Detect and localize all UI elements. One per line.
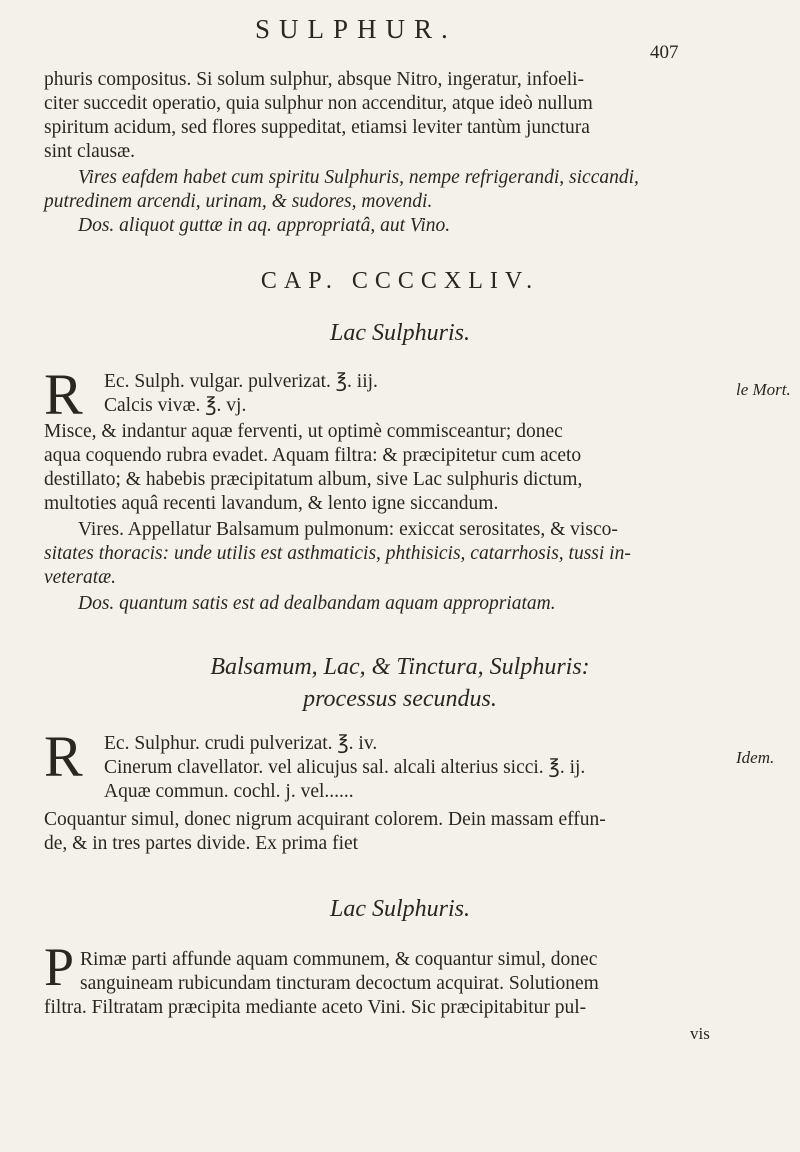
dropcap-r: R [44, 362, 83, 427]
recipe-1-vires-3: veteratæ. [44, 567, 117, 588]
recipe-1-ingredients [44, 362, 734, 427]
recipe-1-body-3: destillato; & habebis præcipitatum album, sive Lac sulphuris dictum, [44, 469, 583, 490]
intro-line-4: sint clausæ. [44, 141, 135, 162]
chapter-heading: CAP. CCCCXLIV. [260, 268, 540, 294]
catchword: vis [690, 1024, 710, 1043]
ingredient-sulphur-crudi: Ec. Sulphur. crudi pulverizat. ℥. iv. [104, 733, 378, 754]
intro-dosis: Dos. aliquot guttæ in aq. appropriatâ, aut Vino. [78, 215, 451, 236]
dropcap-p: P [44, 937, 75, 997]
chapter-title: Lac Sulphuris. [329, 320, 470, 346]
margin-note-idem: Idem. [736, 748, 775, 767]
recipe-1-body-2: aqua coquendo rubra evadet. Aquam filtra: & præcipitetur cum aceto [44, 445, 582, 466]
page-number: 407 [650, 42, 679, 63]
recipe-2-body-2: de, & in tres partes divide. Ex prima fiet [44, 833, 359, 854]
recipe-1-dosis: Dos. quantum satis est ad dealbandam aquam appropriatam. [78, 593, 556, 614]
ingredient-aquae: Aquæ commun. cochl. j. vel...... [104, 781, 354, 802]
intro-vires: Vires eafdem habet cum spiritu Sulphuris, nempe refrigerandi, siccandi, [78, 167, 639, 188]
section-2-title-1: Balsamum, Lac, & Tinctura, Sulphuris: [210, 654, 590, 680]
final-line-2: sanguineam rubicundam tincturam decoctum acquirat. Solutionem [80, 973, 599, 994]
section-3-title: Lac Sulphuris. [329, 896, 470, 922]
recipe-1-vires-2: sitates thoracis: unde utilis est asthmaticis, phthisicis, catarrhosis, tussi in- [44, 543, 631, 564]
recipe-2-ingredients [44, 724, 734, 807]
running-head: SULPHUR. [255, 14, 457, 44]
dropcap-r-2: R [44, 724, 83, 789]
intro-line-3: spiritum acidum, sed flores suppeditat, etiamsi leviter tantùm junctura [44, 117, 590, 138]
final-line-1: Rimæ parti affunde aquam communem, & coquantur simul, donec [80, 949, 598, 970]
ingredient-calcis: Calcis vivæ. ℥. vj. [104, 395, 247, 416]
intro-line-2: citer succedit operatio, quia sulphur non accenditur, atque ideò nullum [44, 93, 593, 114]
ingredient-cinerum: Cinerum clavellator. vel alicujus sal. alcali alterius sicci. ℥. ij. [104, 757, 586, 778]
ingredient-sulphur: Ec. Sulph. vulgar. pulverizat. ℥. iij. [104, 371, 378, 392]
margin-note-le-mort: le Mort. [736, 380, 791, 399]
recipe-1-body-1: Misce, & indantur aquæ ferventi, ut optimè commisceantur; donec [44, 421, 563, 442]
recipe-2-body-1: Coquantur simul, donec nigrum acquirant colorem. Dein massam effun- [44, 809, 606, 830]
intro-line-1: phuris compositus. Si solum sulphur, absque Nitro, ingeratur, infoeli- [44, 69, 585, 90]
section-2-title-2: processus secundus. [303, 686, 497, 712]
recipe-1-vires-1: Vires. Appellatur Balsamum pulmonum: exiccat serositates, & visco- [78, 519, 618, 540]
page-header [0, 14, 800, 63]
intro-vires-continued: putredinem arcendi, urinam, & sudores, movendi. [44, 191, 433, 212]
final-line-3: filtra. Filtratam præcipita mediante aceto Vini. Sic præcipitabitur pul- [44, 997, 587, 1018]
recipe-1-body-4: multoties aquâ recenti lavandum, & lento igne siccandum. [44, 493, 499, 514]
